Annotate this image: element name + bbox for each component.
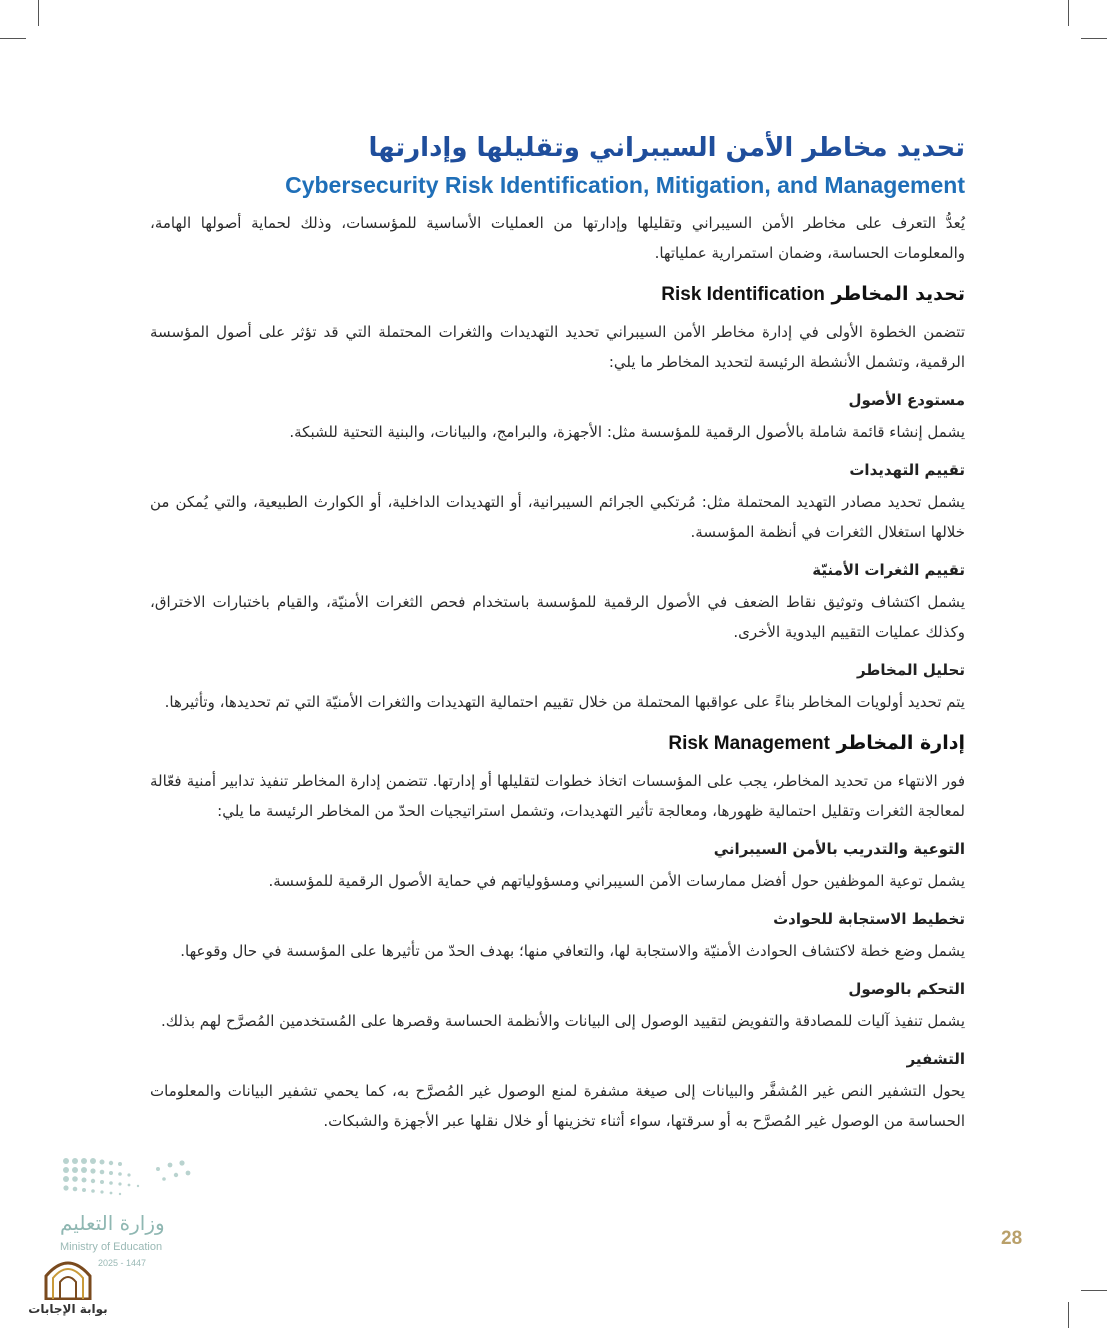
subheading-vulnerability-assessment: تقييم الثغرات الأمنيّة [812, 561, 965, 579]
section-title-en: Risk Identification [661, 284, 825, 305]
crop-mark-top-right-h [1081, 38, 1107, 39]
document-page [150, 128, 965, 1146]
crop-mark-top-left-h [0, 38, 26, 39]
ministry-name-ar: وزارة التعليم [60, 1211, 165, 1235]
page-title-english: Cybersecurity Risk Identification, Mitigation, and Management [285, 172, 965, 198]
paragraph-incident-response: يشمل وضع خطة لاكتشاف الحوادث الأمنيّة والاستجابة لها، والتعافي منها؛ بهدف الحدّ من تأثيرها على المؤسسة في حال وقوعها. [180, 942, 965, 960]
paragraph-vulnerability-assessment: يشمل اكتشاف وتوثيق نقاط الضعف في الأصول الرقمية للمؤسسة باستخدام فحص الثغرات الأمنيّة، والقيام باختبارات الاختراق، وكذلك عمليات التقييم اليدوية الأخرى. [150, 593, 965, 641]
subheading-threat-assessment: تقييم التهديدات [849, 461, 965, 479]
ministry-name-en: Ministry of Education [60, 1241, 163, 1253]
paragraph-asset-inventory: يشمل إنشاء قائمة شاملة بالأصول الرقمية للمؤسسة مثل: الأجهزة، والبرامج، والبيانات، والبنية التحتية للشبكة. [289, 423, 965, 441]
section-intro: تتضمن الخطوة الأولى في إدارة مخاطر الأمن السيبراني تحديد التهديدات والثغرات المحتملة التي قد تؤثر على أصول المؤسسة الرقمية، وتشمل الأنشطة الرئيسة لتحديد المخاطر ما يلي: [150, 323, 965, 371]
section-title-ar: تحديد المخاطر [831, 283, 965, 305]
ministry-year: 2025 - 1447 [98, 1258, 147, 1268]
crop-mark-top-left [38, 0, 39, 26]
dots-pattern-icon [58, 1155, 198, 1200]
paragraph-risk-analysis: يتم تحديد أولويات المخاطر بناءً على عواقبها المحتملة من خلال تقييم احتمالية التهديدات والثغرات الأمنيّة التي تم تحديدها، وتأثيرها. [164, 693, 965, 711]
section-heading-risk-management [150, 729, 965, 758]
page-number: 28 [1001, 1228, 1023, 1249]
crop-mark-top-right [1068, 0, 1069, 26]
subheading-asset-inventory: مستودع الأصول [848, 391, 965, 409]
subheading-awareness-training: التوعية والتدريب بالأمن السيبراني [713, 840, 965, 858]
subheading-incident-response: تخطيط الاستجابة للحوادث [773, 910, 965, 928]
gate-arch-icon [42, 1256, 94, 1300]
crop-mark-bottom-right [1068, 1302, 1069, 1328]
answers-gate-logo [28, 1256, 108, 1328]
page-title: تحديد مخاطر الأمن السيبراني وتقليلها وإدارتها [368, 133, 965, 163]
subheading-access-control: التحكم بالوصول [848, 980, 965, 998]
section-title-en: Risk Management [668, 733, 830, 754]
section-intro: فور الانتهاء من تحديد المخاطر، يجب على المؤسسات اتخاذ خطوات لتقليلها أو إدارتها. تتضمن إدارة المخاطر تنفيذ تدابير أمنية فعّالة لمعالجة الثغرات وتقليل احتمالية ظهورها، ومعالجة تأثير التهديدات، وتشمل استراتيجيات الحدّ من المخاطر الرئيسة ما يلي: [150, 772, 965, 820]
paragraph-threat-assessment: يشمل تحديد مصادر التهديد المحتملة مثل: مُرتكبي الجرائم السيبرانية، أو التهديدات الداخلية، أو الكوارث الطبيعية، والتي يُمكن من خلالها استغلال الثغرات في أنظمة المؤسسة. [150, 493, 965, 541]
subheading-risk-analysis: تحليل المخاطر [856, 661, 965, 679]
site-label: بوابة الإجابات [28, 1302, 108, 1316]
paragraph-access-control: يشمل تنفيذ آليات للمصادقة والتفويض لتقييد الوصول إلى البيانات والأنظمة الحساسة وقصرها على المُستخدمين المُصرَّح لهم بذلك. [160, 1012, 965, 1030]
section-title-ar: إدارة المخاطر [836, 732, 965, 754]
paragraph-awareness-training: يشمل توعية الموظفين حول أفضل ممارسات الأمن السيبراني ومسؤولياتهم في حماية الأصول الرقمية للمؤسسة. [268, 872, 965, 890]
paragraph-encryption: يحول التشفير النص غير المُشفَّر والبيانات إلى صيغة مشفرة لمنع الوصول غير المُصرَّح به، كما يحمي تشفير البيانات والمعلومات الحساسة من الوصول غير المُصرَّح به أو سرقتها، سواء أثناء تخزينها أو خلال نقلها عبر الأجهزة والشبكات. [150, 1082, 965, 1130]
subheading-encryption: التشفير [906, 1050, 965, 1068]
intro-paragraph: يُعدُّ التعرف على مخاطر الأمن السيبراني وتقليلها وإدارتها من العمليات الأساسية للمؤسسات، وذلك لحماية أصولها الهامة، والمعلومات الحساسة، وضمان استمرارية عملياتها. [150, 214, 965, 262]
crop-mark-bottom-right-h [1081, 1290, 1107, 1291]
section-heading-risk-identification [150, 280, 965, 309]
